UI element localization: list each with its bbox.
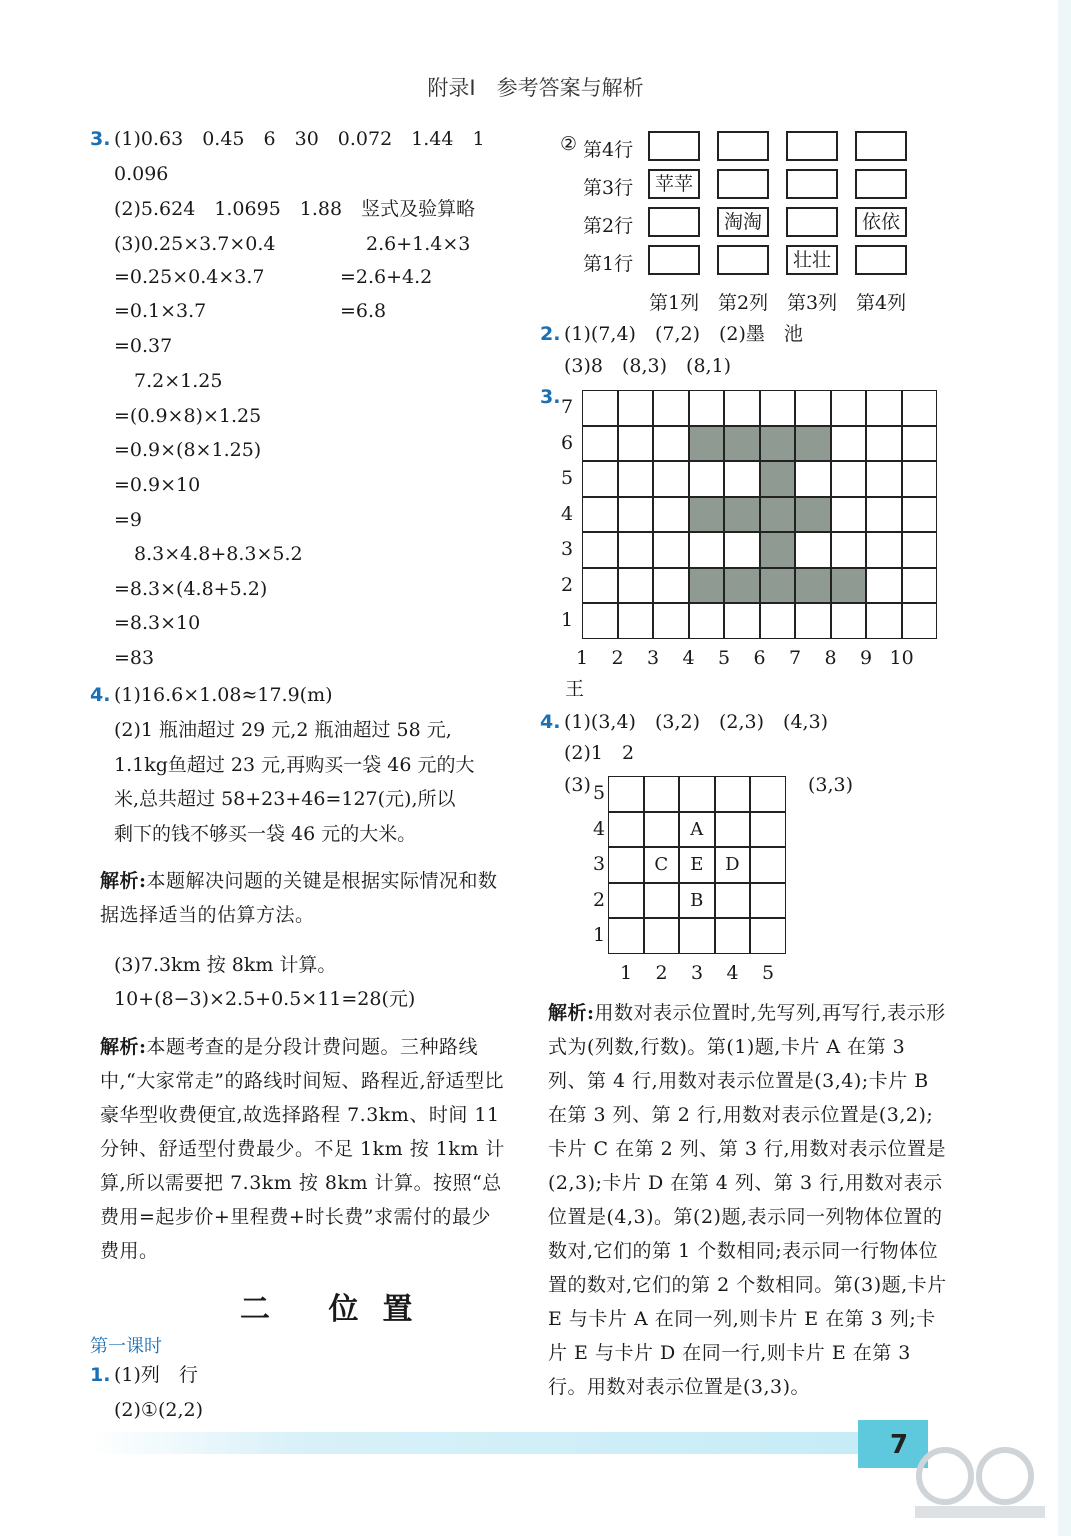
grid-cell [582, 603, 618, 639]
q3-line-13: 8.3×4.8+8.3×5.2 [134, 543, 303, 565]
grid-y-label: 6 [561, 431, 574, 454]
seat-cell [717, 245, 769, 275]
grid-cell-filled [760, 461, 796, 497]
grid-cell [653, 390, 689, 426]
grid-cell [653, 461, 689, 497]
grid-cell [831, 390, 867, 426]
grid-cell [618, 426, 654, 462]
card-grid-y-label: 3 [593, 853, 606, 875]
q3-line-9: =(0.9×8)×1.25 [114, 405, 262, 427]
card-grid-cell [750, 847, 786, 883]
q4-line-4: 米,总共超过 58+23+46=127(元),所以 [114, 788, 456, 810]
q3-right-2: =2.6+4.2 [340, 266, 433, 288]
q3-line-8: 7.2×1.25 [134, 370, 223, 392]
q3-line-5: =0.25×0.4×3.7 [114, 266, 265, 288]
grid-cell [831, 461, 867, 497]
grid-cell [902, 497, 938, 533]
grid-cell [760, 603, 796, 639]
card-grid-x-label: 2 [655, 961, 668, 984]
card-grid-cell [608, 847, 644, 883]
grid-x-label: 9 [860, 646, 873, 669]
seat-col-label: 第2列 [718, 292, 769, 314]
grid-cell [866, 426, 902, 462]
grid-y-label: 2 [561, 573, 574, 596]
grid-cell-filled [760, 426, 796, 462]
grid-cell-filled [795, 497, 831, 533]
seat-cell [786, 207, 838, 237]
seat-cell: 依依 [855, 207, 907, 237]
q4-line-5: 剩下的钱不够买一袋 46 元的大米。 [114, 823, 417, 845]
grid-x-label: 4 [682, 646, 695, 669]
grid-cell [689, 390, 725, 426]
grid-cell [582, 532, 618, 568]
grid-cell [689, 603, 725, 639]
grid-x-label: 10 [889, 646, 914, 669]
analysis-text: 本题考查的是分段计费问题。三种路线中,“大家常走”的路线时间短、路程近,舒适型比豪华型收费便宜,故选择路程 7.3km、时间 11 分钟、舒适型付费最少。不足 1km 按 1km 计算,所以需要把 7.3km 按 8km 计算。按照“总费用=起步价+里程费+时长费”求需付的最少费用。 [100, 1036, 505, 1262]
grid-cell [760, 390, 796, 426]
seat-col-label: 第1列 [649, 292, 700, 314]
analysis-text: 用数对表示位置时,先写列,再写行,表示形式为(列数,行数)。第(1)题,卡片 A 在第 3 列、第 4 行,用数对表示位置是(3,4);卡片 B 在第 3 列、第 2 行,用数对表示位置是(3,2);卡片 C 在第 2 列、第 3 行,用数对表示位置是(2,3);卡片 D 在第 4 列、第 3 行,用数对表示位置是(4,3)。第(2)题,表示同一列物体位置的数对,它们的第 1 个数相同;表示同一行物体位置的数对,它们的第 2 个数相同。第(3)题,卡片 E 与卡片 A 在同一列,则卡片 E 在第 3 列;卡片 E 与卡片 D 在同一行,则卡片 E 在第 3 行。用数对表示位置是(3,3)。 [548, 1002, 947, 1398]
grid-cell [866, 532, 902, 568]
q3-line-6: =0.1×3.7 [114, 300, 207, 322]
grid-cell-filled [689, 497, 725, 533]
card-grid-cell [644, 883, 680, 919]
card-grid-cell [608, 883, 644, 919]
seat-row-label: 第1行 [583, 253, 634, 275]
seat-cell [786, 131, 838, 161]
card-grid-cell [750, 812, 786, 848]
card-grid-cell [608, 918, 644, 954]
grid-cell [866, 497, 902, 533]
card-grid-cell [715, 776, 751, 812]
page-number: 7 [890, 1430, 909, 1460]
card-grid-cell [715, 812, 751, 848]
grid-cell [902, 532, 938, 568]
seat-cell: 淘淘 [717, 207, 769, 237]
card-grid-cell [679, 918, 715, 954]
grid-cell [831, 426, 867, 462]
grid-x-label: 6 [753, 646, 766, 669]
seat-row-label: 第4行 [583, 139, 634, 161]
side-strip [1058, 0, 1071, 1536]
grid-cell [831, 532, 867, 568]
grid-cell [618, 497, 654, 533]
card-grid-cell [644, 918, 680, 954]
grid-cell [618, 461, 654, 497]
card-grid-x-label: 1 [620, 961, 633, 984]
grid-cell [582, 390, 618, 426]
grid-cell [653, 532, 689, 568]
q3-line-2: 0.096 [114, 163, 169, 185]
card-grid-cell [750, 776, 786, 812]
grid-cell-filled [760, 532, 796, 568]
seat-cell [717, 169, 769, 199]
grid-cell [724, 532, 760, 568]
grid-cell [866, 568, 902, 604]
seat-col-label: 第4列 [856, 292, 907, 314]
grid-cell [653, 603, 689, 639]
grid-cell-filled [795, 568, 831, 604]
seat-grid-mark: ② [560, 133, 578, 155]
card-grid-x-label: 4 [726, 961, 739, 984]
grid-cell [653, 426, 689, 462]
seat-row-label: 第2行 [583, 215, 634, 237]
seat-cell [855, 131, 907, 161]
r-q4-side-answer: (3,3) [808, 774, 854, 796]
grid-cell [866, 603, 902, 639]
grid-cell [689, 532, 725, 568]
grid-x-label: 2 [611, 646, 624, 669]
grid-cell [902, 603, 938, 639]
grid-x-label: 3 [647, 646, 660, 669]
card-grid-y-label: 5 [593, 782, 606, 804]
grid-x-label: 8 [824, 646, 837, 669]
grid-cell [795, 603, 831, 639]
card-grid-cell [750, 918, 786, 954]
grid-cell [582, 568, 618, 604]
r-q4-line-3-label: (3) [564, 774, 591, 796]
r-q4-line-1: (1)(3,4) (3,2) (2,3) (4,3) [564, 711, 829, 733]
grid-y-label: 4 [561, 502, 574, 525]
grid-x-label: 1 [576, 646, 589, 669]
seat-cell [648, 245, 700, 275]
seat-col-label: 第3列 [787, 292, 838, 314]
card-grid-cell: D [715, 847, 751, 883]
grid-cell [724, 461, 760, 497]
q4-line-3: 1.1kg鱼超过 23 元,再购买一袋 46 元的大 [114, 754, 475, 776]
grid-cell [618, 568, 654, 604]
card-grid-cell [715, 883, 751, 919]
grid-cell-filled [724, 497, 760, 533]
section-title: 二 位置 [240, 1292, 437, 1327]
card-grid-y-label: 1 [593, 924, 606, 946]
q3-line-7: =0.37 [114, 335, 173, 357]
grid-cell [582, 461, 618, 497]
q3-line-12: =9 [114, 509, 143, 531]
grid-cell [582, 426, 618, 462]
q3-line-14: =8.3×(4.8+5.2) [114, 578, 268, 600]
q4-line-7: 10+(8−3)×2.5+0.5×11=28(元) [114, 988, 416, 1010]
grid-x-label: 7 [789, 646, 802, 669]
grid-cell [902, 568, 938, 604]
card-grid-cell: C [644, 847, 680, 883]
seat-cell [855, 245, 907, 275]
q3-line-1: (1)0.63 0.45 6 30 0.072 1.44 1 [114, 128, 485, 150]
r-q2-line-1: (1)(7,4) (7,2) (2)墨 池 [564, 323, 803, 345]
grid-cell [795, 532, 831, 568]
grid-cell-filled [689, 568, 725, 604]
q4-analysis-2 [100, 1030, 510, 1268]
grid-y-label: 3 [561, 538, 574, 560]
seat-cell [648, 207, 700, 237]
analysis-label: 解析: [100, 1036, 147, 1058]
q4-line-6: (3)7.3km 按 8km 计算。 [114, 954, 337, 976]
card-grid-cell [750, 883, 786, 919]
watermark-logo [905, 1440, 1055, 1526]
q3-right-1: 2.6+1.4×3 [366, 233, 471, 255]
grid-cell-filled [689, 426, 725, 462]
r-q4-number: 4. [540, 711, 561, 733]
card-grid-cell [608, 812, 644, 848]
seat-cell: 壮壮 [786, 245, 838, 275]
page-header: 附录Ⅰ 参考答案与解析 [427, 76, 644, 100]
grid-cell-filled [795, 426, 831, 462]
grid-y-label: 5 [561, 467, 574, 489]
lesson-title: 第一课时 [90, 1336, 162, 1357]
q3-line-11: =0.9×10 [114, 474, 201, 496]
analysis-label: 解析: [100, 870, 147, 892]
seat-cell [717, 131, 769, 161]
grid-y-label: 7 [561, 396, 574, 418]
grid-cell [795, 390, 831, 426]
grid-cell [831, 497, 867, 533]
q3-line-3: (2)5.624 1.0695 1.88 竖式及验算略 [114, 198, 476, 220]
q3-line-10: =0.9×(8×1.25) [114, 439, 262, 461]
grid-cell [618, 390, 654, 426]
q4-line-2: (2)1 瓶油超过 29 元,2 瓶油超过 58 元, [114, 719, 452, 741]
grid-cell [866, 461, 902, 497]
right-analysis [548, 996, 948, 1404]
footer-bar [90, 1432, 890, 1454]
seat-cell: 苹苹 [648, 169, 700, 199]
grid-cell [724, 390, 760, 426]
analysis-text: 本题解决问题的关键是根据实际情况和数据选择适当的估算方法。 [100, 870, 498, 926]
q3-line-16: =83 [114, 647, 155, 669]
card-grid-cell [608, 776, 644, 812]
seat-cell [786, 169, 838, 199]
card-grid-y-label: 2 [593, 888, 606, 911]
card-grid-x-label: 3 [691, 961, 704, 984]
card-grid-cell [715, 918, 751, 954]
grid-cell [618, 603, 654, 639]
q4-analysis-1 [100, 864, 510, 932]
q3-line-15: =8.3×10 [114, 612, 201, 634]
r-q3-number: 3. [540, 386, 561, 408]
grid-cell-filled [760, 497, 796, 533]
grid-cell-filled [831, 568, 867, 604]
grid-cell [582, 497, 618, 533]
card-grid-cell [644, 812, 680, 848]
grid-y-label: 1 [561, 609, 574, 631]
card-grid-cell [644, 776, 680, 812]
card-grid-cell: E [679, 847, 715, 883]
grid-cell [902, 390, 938, 426]
q3-right-3: =6.8 [340, 300, 387, 322]
q1-number: 1. [90, 1364, 111, 1386]
grid-cell-filled [724, 568, 760, 604]
card-grid-cell: A [679, 812, 715, 848]
q1-line-2: (2)①(2,2) [114, 1399, 203, 1421]
r-q4-line-2: (2)1 2 [564, 742, 635, 764]
grid-cell [724, 603, 760, 639]
q4-line-1: (1)16.6×1.08≈17.9(m) [114, 684, 333, 706]
grid-cell [831, 603, 867, 639]
grid-cell [902, 461, 938, 497]
seat-row-label: 第3行 [583, 177, 634, 199]
grid-cell-filled [760, 568, 796, 604]
seat-cell [648, 131, 700, 161]
card-grid-cell [679, 776, 715, 812]
grid-cell [653, 497, 689, 533]
card-grid-x-label: 5 [762, 961, 775, 984]
grid-cell [866, 390, 902, 426]
grid-cell [795, 461, 831, 497]
q4-number: 4. [90, 684, 111, 706]
analysis-label: 解析: [548, 1002, 595, 1024]
grid-cell [689, 461, 725, 497]
q3-number: 3. [90, 128, 111, 150]
q3-line-4: (3)0.25×3.7×0.4 [114, 233, 276, 255]
r-q2-line-2: (3)8 (8,3) (8,1) [564, 355, 732, 377]
seat-cell [855, 169, 907, 199]
grid-cell [653, 568, 689, 604]
q1-line-1: (1)列 行 [114, 1364, 198, 1386]
grid-x-label: 5 [718, 646, 731, 669]
grid-cell [618, 532, 654, 568]
grid-answer: 王 [565, 678, 585, 700]
grid-cell-filled [724, 426, 760, 462]
r-q2-number: 2. [540, 323, 561, 345]
card-grid-cell: B [679, 883, 715, 919]
grid-cell [902, 426, 938, 462]
card-grid-y-label: 4 [593, 817, 606, 840]
